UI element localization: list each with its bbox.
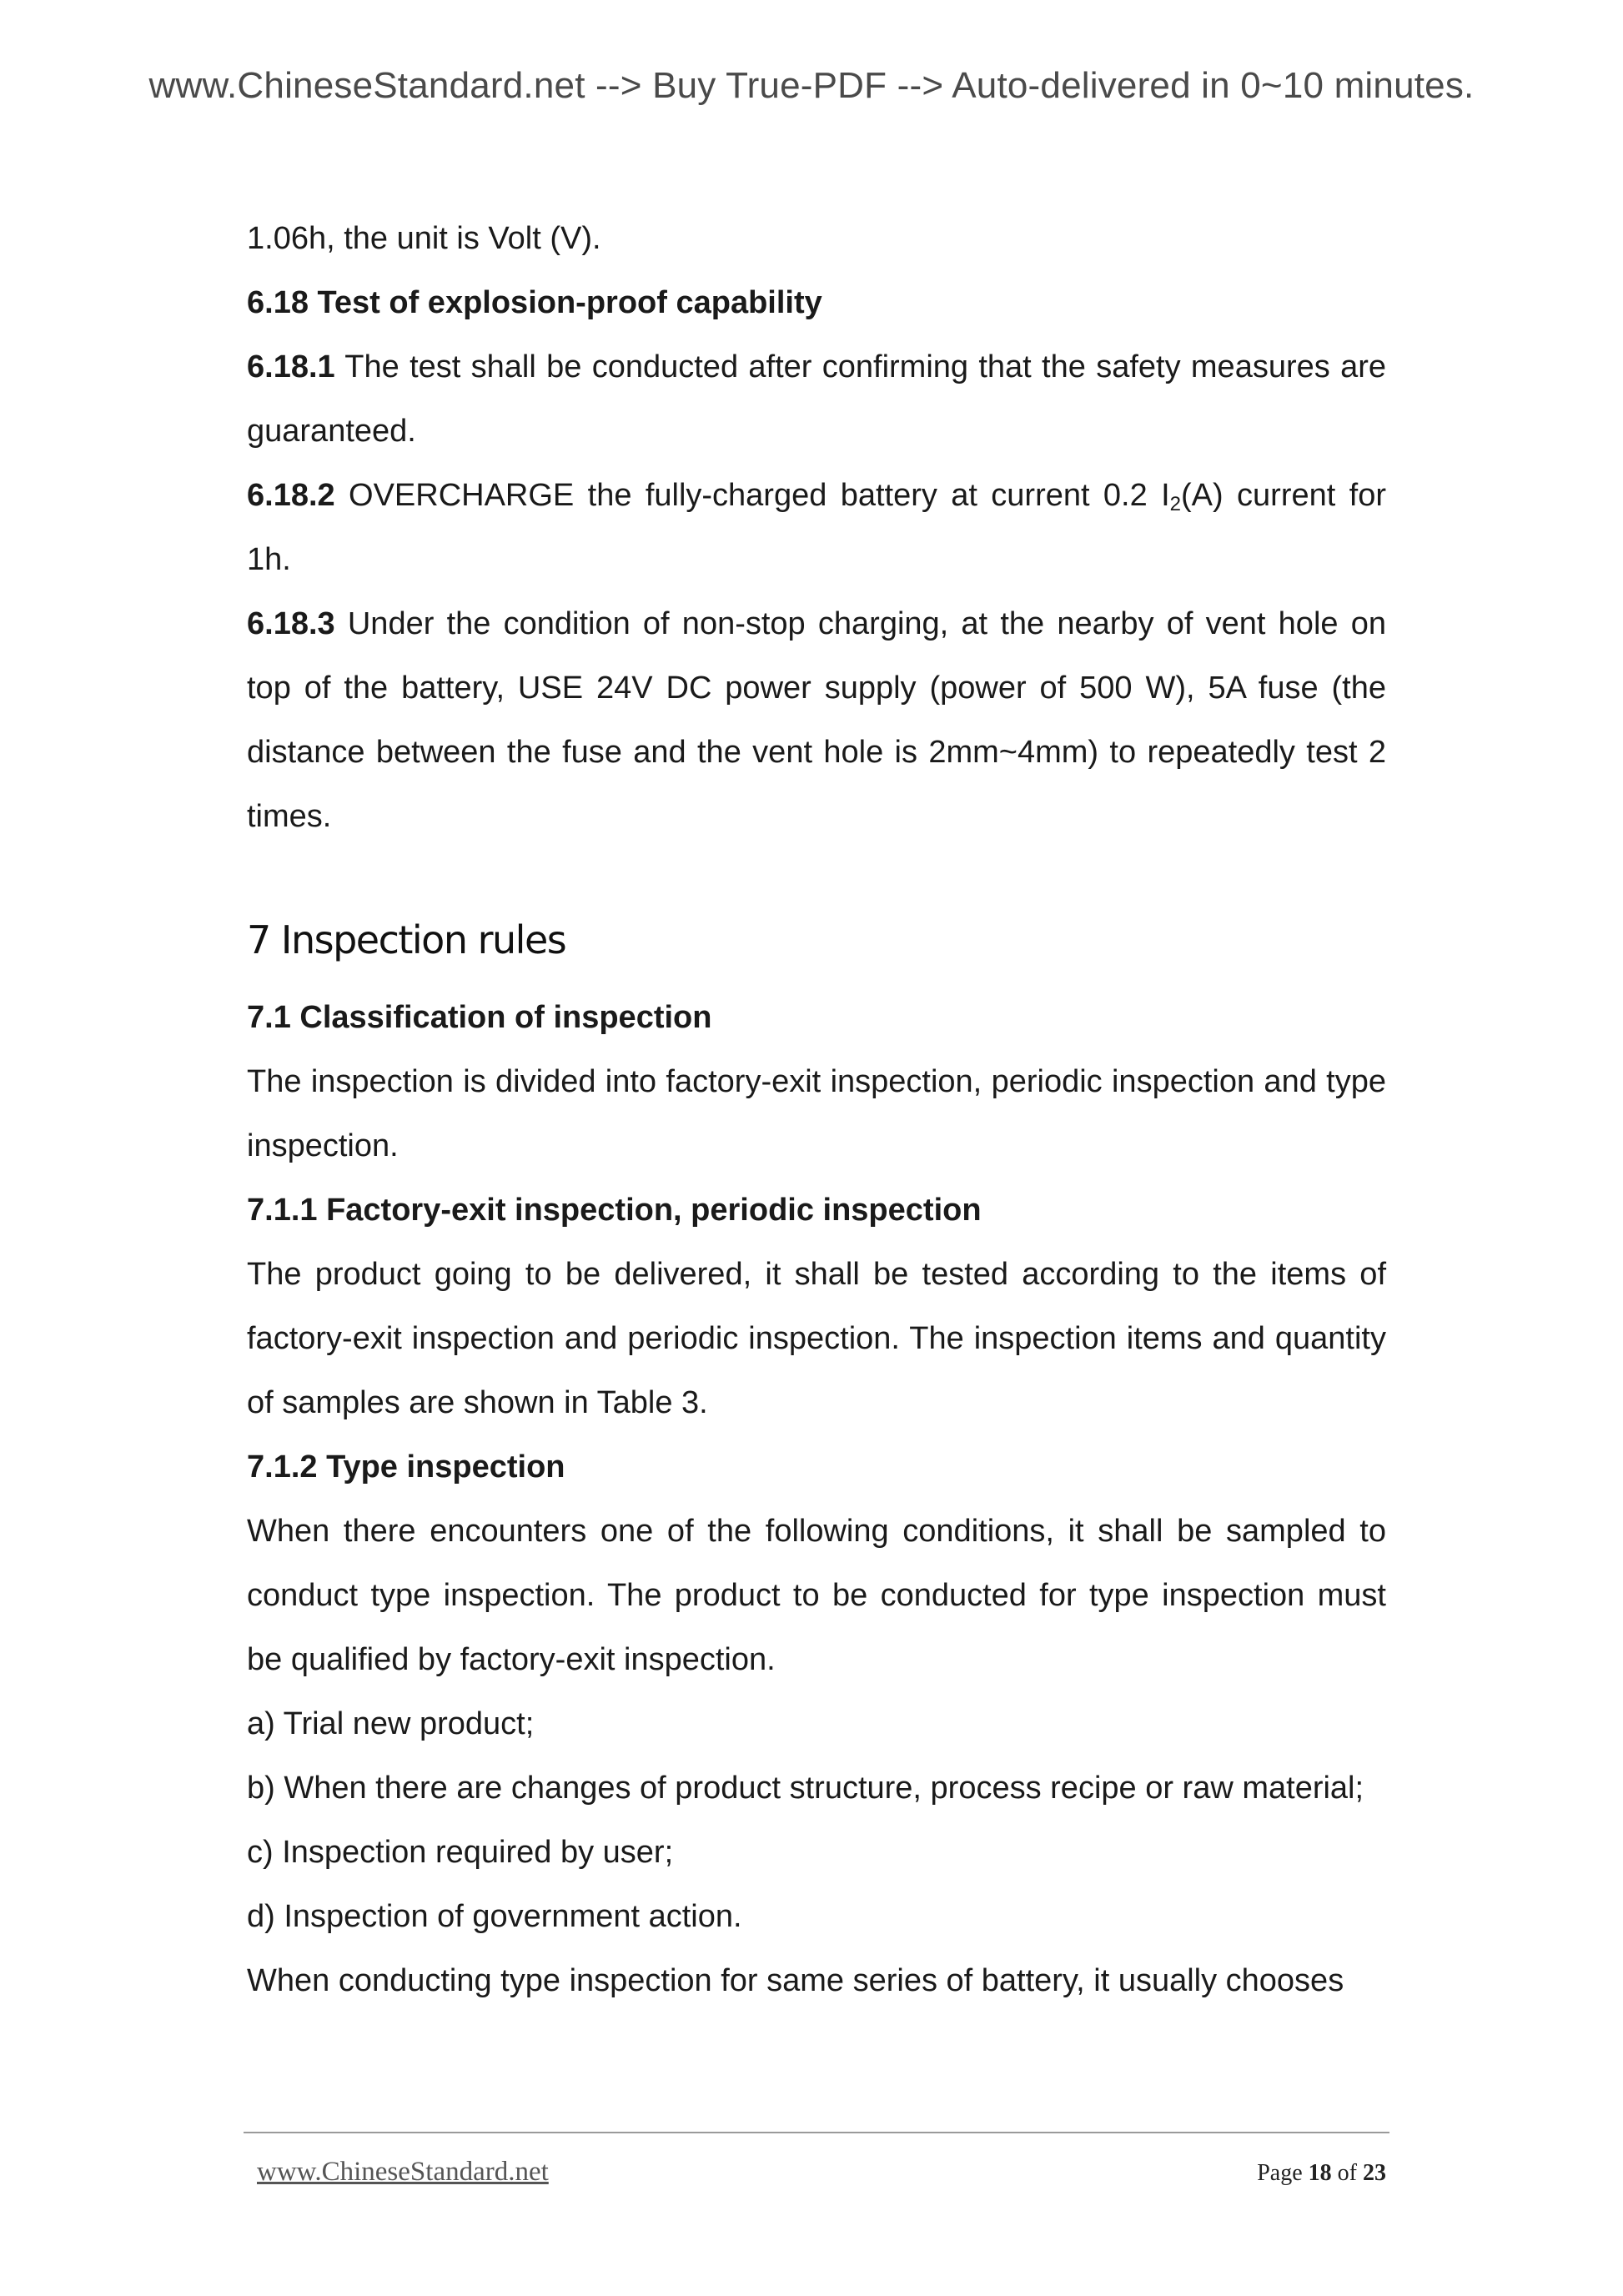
section-7-1-text: The inspection is divided into factory-exit inspection, periodic inspection and type inspection. [247, 1064, 1386, 1163]
clause-6-18-2 [247, 464, 1386, 592]
clause-number: 6.18.1 [247, 349, 335, 384]
list-item-a: a) Trial new product; [247, 1706, 535, 1741]
section-7-1-heading: 7.1 Classification of inspection [247, 1000, 712, 1035]
list-item-c: c) Inspection required by user; [247, 1835, 674, 1870]
paragraph-continuation: 1.06h, the unit is Volt (V). [247, 221, 601, 256]
page-word: Page [1257, 2160, 1303, 2186]
section-6-18-heading: 6.18 Test of explosion-proof capability [247, 285, 822, 320]
clause-text: OVERCHARGE the fully-charged battery at current 0.2 I [334, 478, 1170, 513]
clause-text-continued: (A) current for 1h. [247, 478, 1386, 577]
list-item-d: d) Inspection of government action. [247, 1899, 742, 1934]
page-number [1257, 2160, 1386, 2187]
clause-text: Under the condition of non-stop charging, at the nearby of vent hole on top of the battery, USE 24V DC power supply (power of 500 W), 5A fuse (the distance between the fuse and the vent hole is 2mm~4mm) to repeatedly test 2 times. [247, 606, 1386, 834]
section-7-1-1-heading: 7.1.1 Factory-exit inspection, periodic inspection [247, 1193, 982, 1228]
paragraph-type-inspection-series: When conducting type inspection for same series of battery, it usually chooses [247, 1963, 1344, 1998]
clause-number: 6.18.3 [247, 606, 335, 641]
clause-6-18-3 [247, 592, 1386, 849]
subscript: 2 [1169, 493, 1182, 515]
footer-divider [244, 2132, 1389, 2133]
section-7-1-2-text: When there encounters one of the following conditions, it shall be sampled to conduct type inspection. The product to be conducted for type inspection must be qualified by factory-exit inspection. [247, 1514, 1386, 1677]
list-item-b: b) When there are changes of product structure, process recipe or raw material; [247, 1771, 1364, 1806]
clause-text: The test shall be conducted after confirming that the safety measures are guaranteed. [247, 349, 1386, 449]
of-word: of [1337, 2160, 1357, 2186]
document-body [247, 207, 1386, 2013]
footer-site-link[interactable]: www.ChineseStandard.net [257, 2157, 549, 2187]
section-7-1-2-heading: 7.1.2 Type inspection [247, 1449, 565, 1485]
clause-6-18-1 [247, 335, 1386, 464]
top-banner[interactable]: www.ChineseStandard.net --> Buy True-PDF --> Auto-delivered in 0~10 minutes. [148, 65, 1475, 106]
chapter-7-heading: 7 Inspection rules [247, 917, 566, 962]
clause-number: 6.18.2 [247, 478, 335, 513]
page-current: 18 [1308, 2160, 1332, 2186]
section-7-1-1-text: The product going to be delivered, it shall be tested according to the items of factory-exit inspection and periodic inspection. The inspection items and quantity of samples are shown in Table 3. [247, 1257, 1386, 1420]
page-total: 23 [1363, 2160, 1386, 2186]
